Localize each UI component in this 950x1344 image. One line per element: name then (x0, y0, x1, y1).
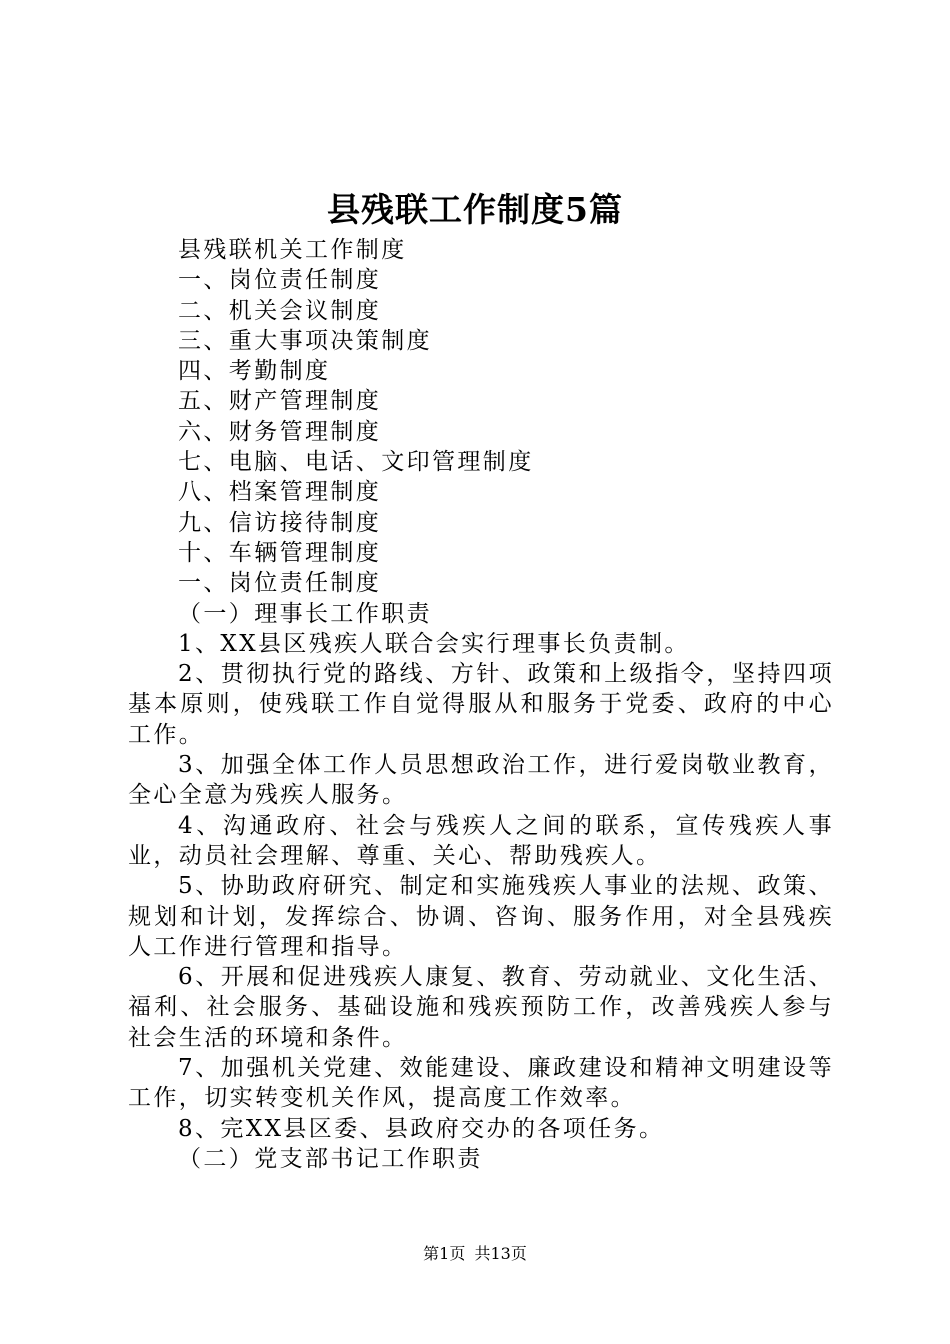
paragraph: 2、贯彻执行党的路线、方针、政策和上级指令，坚持四项基本原则，使残联工作自觉得服从和服务于党委、政府的中心工作。 (128, 661, 834, 748)
list-item: 一、岗位责任制度 (178, 267, 382, 294)
list-item: 八、档案管理制度 (178, 479, 382, 506)
list-item: 十、车辆管理制度 (178, 539, 382, 566)
paragraph: 7、加强机关党建、效能建设、廉政建设和精神文明建设等工作，切实转变机关作风，提高度工作效率。 (128, 1055, 834, 1112)
list-item: 三、重大事项决策制度 (178, 327, 432, 354)
subsection-heading: （二）党支部书记工作职责 (178, 1145, 483, 1172)
subsection-heading: （一）理事长工作职责 (178, 600, 432, 627)
document-title: 县残联工作制度5篇 (327, 190, 623, 229)
list-item: 六、财务管理制度 (178, 418, 382, 445)
paragraph: 8、完XX县区委、县政府交办的各项任务。 (178, 1115, 665, 1142)
document-body (128, 235, 834, 1174)
paragraph: 1、XX县区残疾人联合会实行理事长负责制。 (178, 630, 690, 657)
paragraph: 5、协助政府研究、制定和实施残疾人事业的法规、政策、规划和计划，发挥综合、协调、咨询、服务作用，对全县残疾人工作进行管理和指导。 (128, 873, 834, 960)
paragraph: 4、沟通政府、社会与残疾人之间的联系，宣传残疾人事业，动员社会理解、尊重、关心、帮助残疾人。 (128, 812, 834, 869)
list-item: 二、机关会议制度 (178, 297, 382, 324)
page-footer (0, 1243, 950, 1265)
section-heading: 一、岗位责任制度 (178, 570, 382, 597)
page-number: 第1页 (423, 1244, 466, 1263)
section-heading: 县残联机关工作制度 (178, 237, 407, 263)
paragraph: 3、加强全体工作人员思想政治工作，进行爱岗敬业教育，全心全意为残疾人服务。 (128, 752, 834, 809)
paragraph: 6、开展和促进残疾人康复、教育、劳动就业、文化生活、福利、社会服务、基础设施和残疾预防工作，改善残疾人参与社会生活的环境和条件。 (128, 964, 834, 1051)
list-item: 四、考勤制度 (178, 358, 331, 385)
list-item: 九、信访接待制度 (178, 509, 382, 536)
list-item: 七、电脑、电话、文印管理制度 (178, 449, 534, 476)
list-item: 五、财产管理制度 (178, 388, 382, 415)
page-total: 共13页 (474, 1244, 527, 1263)
